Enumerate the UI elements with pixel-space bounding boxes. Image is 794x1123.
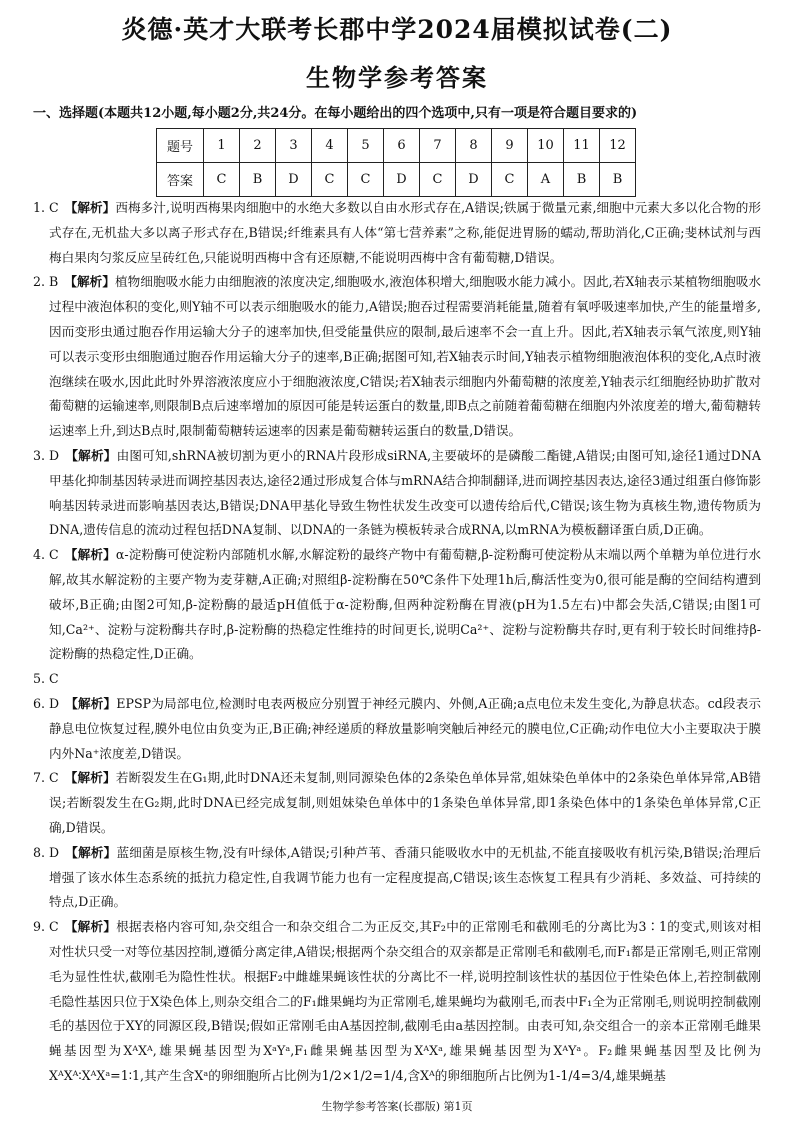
analysis-tag: 【解析】: [65, 695, 117, 711]
answer-cell: C: [420, 163, 456, 197]
question-number: 6: [384, 129, 420, 163]
explanation-item-6: [33, 692, 761, 766]
item-number: 3.: [33, 447, 46, 463]
item-answer: D: [49, 844, 60, 860]
item-number: 4.: [33, 547, 46, 563]
question-number: 10: [528, 129, 564, 163]
question-number: 11: [564, 129, 600, 163]
row-label-answer: 答案: [157, 163, 204, 197]
question-number: 4: [312, 129, 348, 163]
explanation-item-8: [33, 841, 761, 915]
analysis-tag: 【解析】: [65, 844, 117, 860]
explanation-item-5: [33, 667, 761, 692]
item-answer: C: [49, 770, 59, 786]
explanation-item-7: [33, 766, 761, 840]
question-number: 3: [276, 129, 312, 163]
page-footer: 生物学参考答案(长郡版) 第1页: [321, 1100, 473, 1113]
answer-cell: C: [312, 163, 348, 197]
analysis-tag: 【解析】: [64, 919, 117, 935]
answer-table-answer-row: [157, 163, 636, 197]
item-text: 植物细胞吸水能力由细胞液的浓度决定,细胞吸水,液泡体积增大,细胞吸水能力减小。因此,若X轴表示某植物细胞吸水过程中液泡体积的变化,则Y轴不可以表示细胞吸水的能力,A错误;胞吞过程需要消耗能量,随着有氧呼吸速率加快,产生的能量增多,因而变形虫通过胞吞作用运输大分子的速率加快,但受能量供应的限制,最后速率不会一直上升。因此,若X轴表示氧气浓度,则Y轴可以表示变形虫细胞通过胞吞作用运输大分子的速率,B正确;据图可知,若X轴表示时间,Y轴表示植物细胞液泡体积的变化,A点时液泡继续在吸水,因此此时外界溶液浓度应小于细胞液浓度,C错误;若X轴表示细胞内外葡萄糖的浓度差,Y轴表示红细胞经协助扩散对葡萄糖的运输速率,则限制B点后速率增加的原因可能是转运蛋白的数量,即B点之前随着葡萄糖在细胞内外浓度差的增大,葡萄糖转运速率上升,到达B点时,限制葡萄糖转运速率的因素是葡萄糖转运蛋白的数量,D错误。: [49, 274, 761, 439]
item-text: 由图可知,shRNA被切割为更小的RNA片段形成siRNA,主要破坏的是磷酸二酯键,A错误;由图可知,途径1通过DNA甲基化抑制基因转录进而调控基因表达,途径2通过形成复合体与mRNA结合抑制翻译,进而调控基因表达,途径3通过组蛋白修饰影响基因转录进而影响基因表达,B错误;DNA甲基化导致生物性状发生改变可以遗传给后代,C错误;该生物为真核生物,遗传物质为DNA,遗传信息的流动过程包括DNA复制、以DNA的一条链为模板转录合成RNA,以mRNA为模板翻译蛋白质,D正确。: [49, 447, 762, 538]
item-answer: C: [49, 547, 59, 563]
answer-table: [156, 128, 636, 197]
row-label-number: 题号: [157, 129, 204, 163]
item-answer: C: [49, 919, 59, 935]
answer-cell: C: [204, 163, 240, 197]
item-text: 蓝细菌是原核生物,没有叶绿体,A错误;引种芦苇、香蒲只能吸收水中的无机盐,不能直接吸收有机污染,B错误;治理后增强了该水体生态系统的抵抗力稳定性,自我调节能力也有一定程度提高,C错误;该生态恢复工程具有少消耗、多效益、可持续的特点,D正确。: [49, 844, 761, 910]
explanation-list: [33, 196, 761, 1089]
item-answer: B: [49, 274, 59, 290]
question-number: 8: [456, 129, 492, 163]
explanation-item-3: [33, 444, 761, 543]
answer-cell: D: [456, 163, 492, 197]
section-heading: 一、选择题(本题共12小题,每小题2分,共24分。在每小题给出的四个选项中,只有一项是符合题目要求的): [33, 106, 638, 121]
question-number: 5: [348, 129, 384, 163]
explanation-item-1: [33, 196, 761, 270]
analysis-tag: 【解析】: [65, 447, 117, 463]
item-number: 2.: [33, 274, 46, 290]
item-number: 5.: [33, 671, 46, 687]
question-number: 1: [204, 129, 240, 163]
item-answer: C: [49, 671, 59, 687]
item-number: 1.: [33, 200, 46, 215]
explanation-item-2: [33, 270, 761, 444]
item-text: α-淀粉酶可使淀粉内部随机水解,水解淀粉的最终产物中有葡萄糖,β-淀粉酶可使淀粉从末端以两个单糖为单位进行水解,故其水解淀粉的主要产物为麦芽糖,A正确;对照组β-淀粉酶在50℃条件下处理1h后,酶活性变为0,很可能是酶的空间结构遭到破坏,B正确;由图2可知,β-淀粉酶的最适pH值低于α-淀粉酶,但两种淀粉酶在胃液(pH为1.5左右)中都会失活,C错误;由图1可知,Ca²⁺、淀粉与淀粉酶共存时,β-淀粉酶的热稳定性维持的时间更长,说明Ca²⁺、淀粉与淀粉酶共存时,更有利于较长时间维持β-淀粉酶的热稳定性,D正确。: [49, 547, 761, 662]
answer-cell: B: [564, 163, 600, 197]
item-number: 6.: [33, 695, 46, 711]
answer-table-number-row: [157, 129, 636, 163]
analysis-tag: 【解析】: [64, 770, 116, 786]
answer-cell: C: [348, 163, 384, 197]
answer-cell: D: [276, 163, 312, 197]
analysis-tag: 【解析】: [64, 547, 116, 563]
item-number: 9.: [33, 919, 46, 935]
item-answer: D: [49, 695, 60, 711]
question-number: 9: [492, 129, 528, 163]
item-answer: D: [49, 447, 60, 463]
page-title: 炎德·英才大联考长郡中学2024届模拟试卷(二): [121, 15, 673, 44]
item-text: 西梅多汁,说明西梅果肉细胞中的水绝大多数以自由水形式存在,A错误;铁属于微量元素,细胞中元素大多以化合物的形式存在,无机盐大多以离子形式存在,B错误;纤维素具有人体“第七营养素”之称,能促进胃肠的蠕动,帮助消化,C正确;斐林试剂与西梅白果肉匀浆反应呈砖红色,只能说明西梅中含有还原糖,不能说明西梅中含有葡萄糖,D错误。: [49, 200, 761, 265]
explanation-item-9: [33, 915, 761, 1089]
item-text: 根据表格内容可知,杂交组合一和杂交组合二为正反交,其F₂中的正常刚毛和截刚毛的分离比为3∶1的变式,则该对相对性状只受一对等位基因控制,遵循分离定律,A错误;根据两个杂交组合的双亲都是正常刚毛和截刚毛,而F₁都是正常刚毛,则正常刚毛为显性性状,截刚毛为隐性性状。根据F₂中雌雄果蝇该性状的分离比不一样,说明控制该性状的基因位于性染色体上,若控制截刚毛隐性基因只位于X染色体上,则杂交组合二的F₁雌果蝇均为正常刚毛,雄果蝇均为截刚毛,而表中F₁全为正常刚毛,则说明控制截刚毛的基因位于XY的同源区段,B错误;假如正常刚毛由A基因控制,截刚毛由a基因控制。由表可知,杂交组合一的亲本正常刚毛雌果蝇基因型为XᴬXᴬ,雄果蝇基因型为XᵃYᵃ,F₁雌果蝇基因型为XᴬXᵃ,雄果蝇基因型为XᴬYᵃ。F₂雌果蝇基因型及比例为XᴬXᴬ∶XᴬXᵃ=1∶1,其产生含Xᵃ的卵细胞所占比例为1/2×1/2=1/4,含Xᴬ的卵细胞所占比例为1-1/4=3/4,雄果蝇基: [49, 919, 762, 1083]
question-number: 7: [420, 129, 456, 163]
question-number: 12: [600, 129, 636, 163]
answer-cell: D: [384, 163, 420, 197]
answer-cell: B: [240, 163, 276, 197]
item-number: 8.: [33, 844, 46, 860]
item-answer: C: [49, 200, 59, 215]
analysis-tag: 【解析】: [64, 274, 116, 290]
explanation-item-4: [33, 543, 761, 667]
item-number: 7.: [33, 770, 46, 786]
question-number: 2: [240, 129, 276, 163]
answer-cell: A: [528, 163, 564, 197]
item-text: EPSP为局部电位,检测时电表两极应分别置于神经元膜内、外侧,A正确;a点电位未发生变化,为静息状态。cd段表示静息电位恢复过程,膜外电位由负变为正,B正确;神经递质的释放量影响突触后神经元的膜电位,C正确;动作电位大小主要取决于膜内外Na⁺浓度差,D错误。: [49, 695, 762, 761]
analysis-tag: 【解析】: [64, 200, 116, 215]
item-text: 若断裂发生在G₁期,此时DNA还未复制,则同源染色体的2条染色单体异常,姐妹染色单体中的2条染色单体异常,AB错误;若断裂发生在G₂期,此时DNA已经完成复制,则姐妹染色单体中的1条染色单体异常,即1条染色体中的1条染色单体异常,C正确,D错误。: [49, 770, 761, 835]
answer-cell: C: [492, 163, 528, 197]
page-subtitle: 生物学参考答案: [306, 63, 488, 92]
answer-cell: B: [600, 163, 636, 197]
